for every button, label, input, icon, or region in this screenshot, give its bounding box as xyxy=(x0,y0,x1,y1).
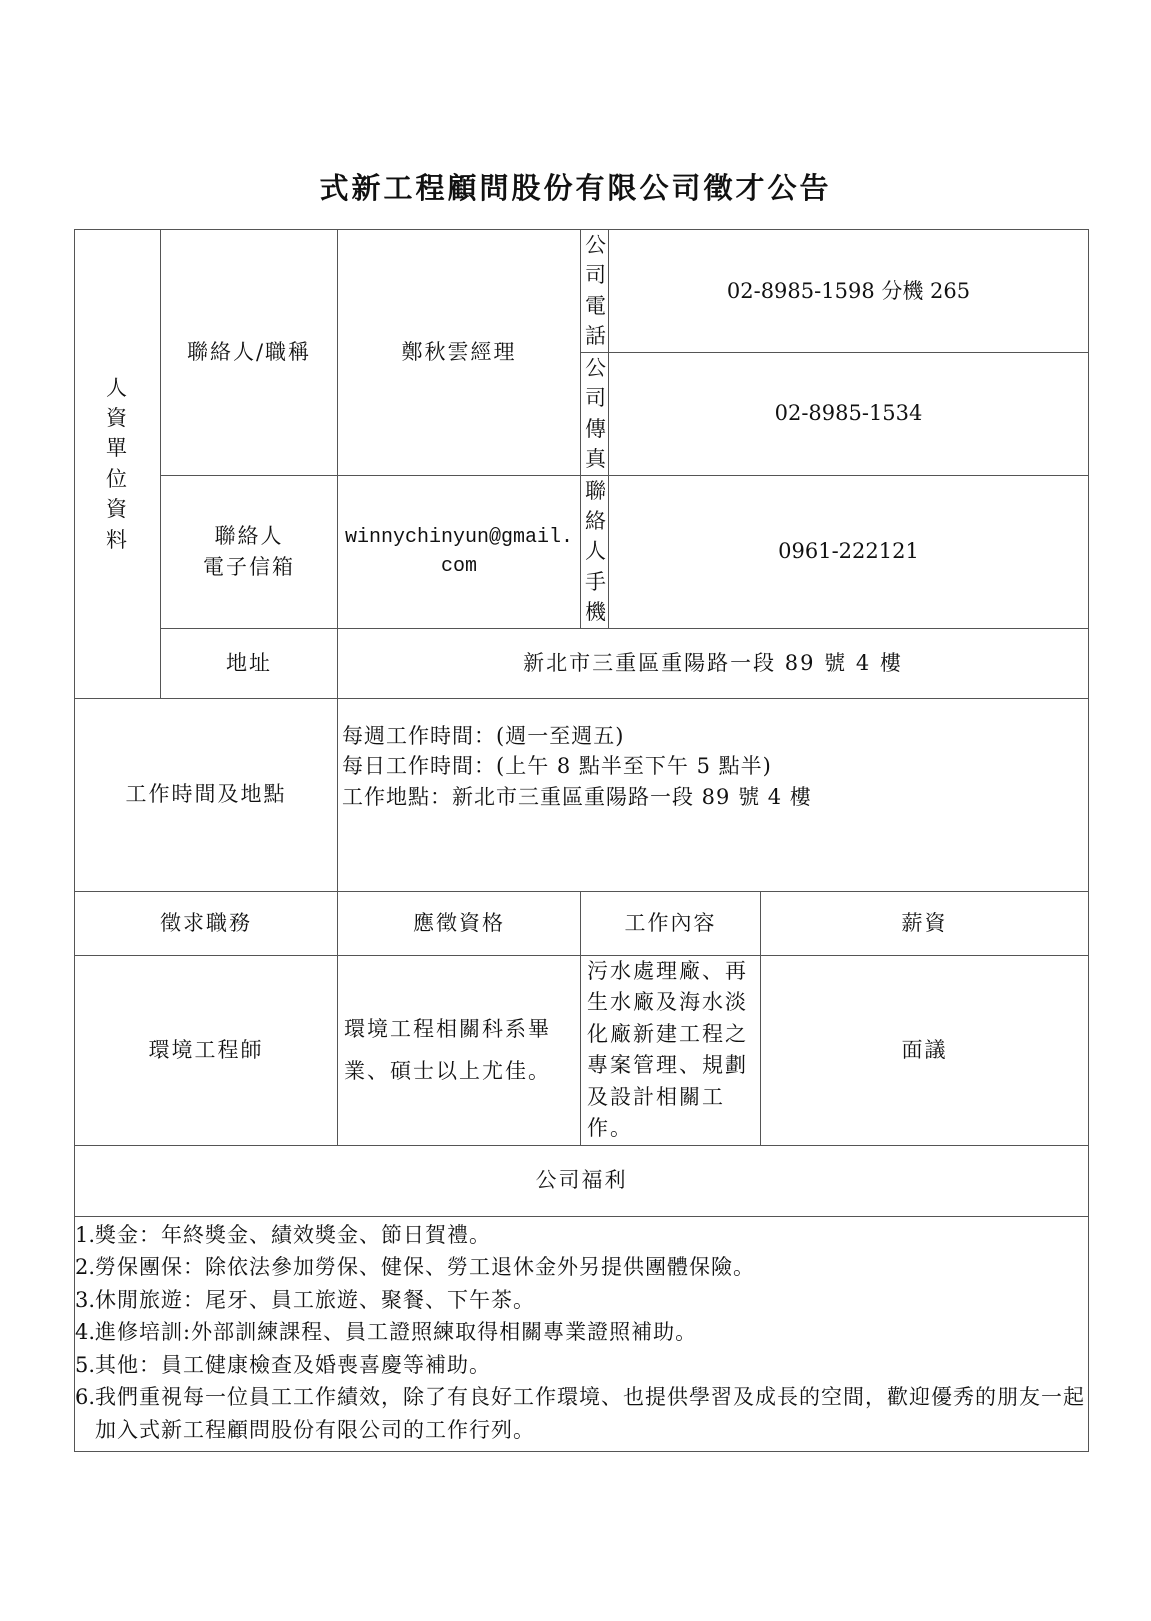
qualification-header: 應徵資格 xyxy=(338,891,581,955)
work-section-label: 工作時間及地點 xyxy=(75,698,338,891)
benefits-list xyxy=(75,1216,1089,1451)
recruitment-table xyxy=(74,229,1089,1452)
daily-hours: 每日工作時間：(上午 8 點半至下午 5 點半) xyxy=(342,754,772,779)
work-location: 工作地點：新北市三重區重陽路一段 89 號 4 樓 xyxy=(342,784,812,809)
contact-mobile-value: 0961-222121 xyxy=(609,475,1089,628)
company-phone-value: 02-8985-1598 分機 265 xyxy=(609,230,1089,353)
benefit-item: 2. 勞保團保：除依法參加勞保、健保、勞工退休金外另提供團體保險。 xyxy=(75,1255,756,1280)
work-details xyxy=(338,698,1089,891)
salary-header: 薪資 xyxy=(761,891,1089,955)
benefit-item: 6. 我們重視每一位員工工作績效，除了有良好工作環境、也提供學習及成長的空間，歡迎優秀的朋友一起加入式新工程顧問股份有限公司的工作行列。 xyxy=(75,1385,1086,1442)
address-value: 新北市三重區重陽路一段 89 號 4 樓 xyxy=(338,628,1089,698)
contact-email-value[interactable]: winnychinyun@gmail.com xyxy=(338,475,581,628)
address-label: 地址 xyxy=(161,628,338,698)
hr-section-label: 人 資 單 位 資 料 xyxy=(75,230,161,699)
company-phone-label: 公司電話 xyxy=(581,230,609,353)
benefit-item: 4. 進修培訓:外部訓練課程、員工證照練取得相關專業證照補助。 xyxy=(75,1320,698,1345)
weekly-hours: 每週工作時間：(週一至週五) xyxy=(342,723,625,748)
benefit-item: 3. 休閒旅遊：尾牙、員工旅遊、聚餐、下午茶。 xyxy=(75,1287,536,1312)
benefits-header: 公司福利 xyxy=(75,1145,1089,1216)
benefit-item: 5. 其他：員工健康檢查及婚喪喜慶等補助。 xyxy=(75,1352,492,1377)
page-title: 式新工程顧問股份有限公司徵才公告 xyxy=(319,171,832,205)
job-position: 環境工程師 xyxy=(75,955,338,1145)
company-fax-value: 02-8985-1534 xyxy=(609,352,1089,475)
contact-email-label: 聯絡人 電子信箱 xyxy=(161,475,338,628)
position-header: 徵求職務 xyxy=(75,891,338,955)
contact-mobile-label: 聯絡人手機 xyxy=(581,475,609,628)
duties-header: 工作內容 xyxy=(581,891,761,955)
company-fax-label: 公司傳真 xyxy=(581,352,609,475)
benefit-item: 1. 獎金：年終獎金、績效獎金、節日賀禮。 xyxy=(75,1222,492,1247)
job-salary: 面議 xyxy=(761,955,1089,1145)
contact-person-label: 聯絡人/職稱 xyxy=(161,230,338,476)
job-qualification: 環境工程相關科系畢業、碩士以上尤佳。 xyxy=(338,955,581,1145)
job-duties: 污水處理廠、再生水廠及海水淡化廠新建工程之專案管理、規劃及設計相關工作。 xyxy=(581,955,761,1145)
contact-person-value: 鄭秋雲經理 xyxy=(338,230,581,476)
